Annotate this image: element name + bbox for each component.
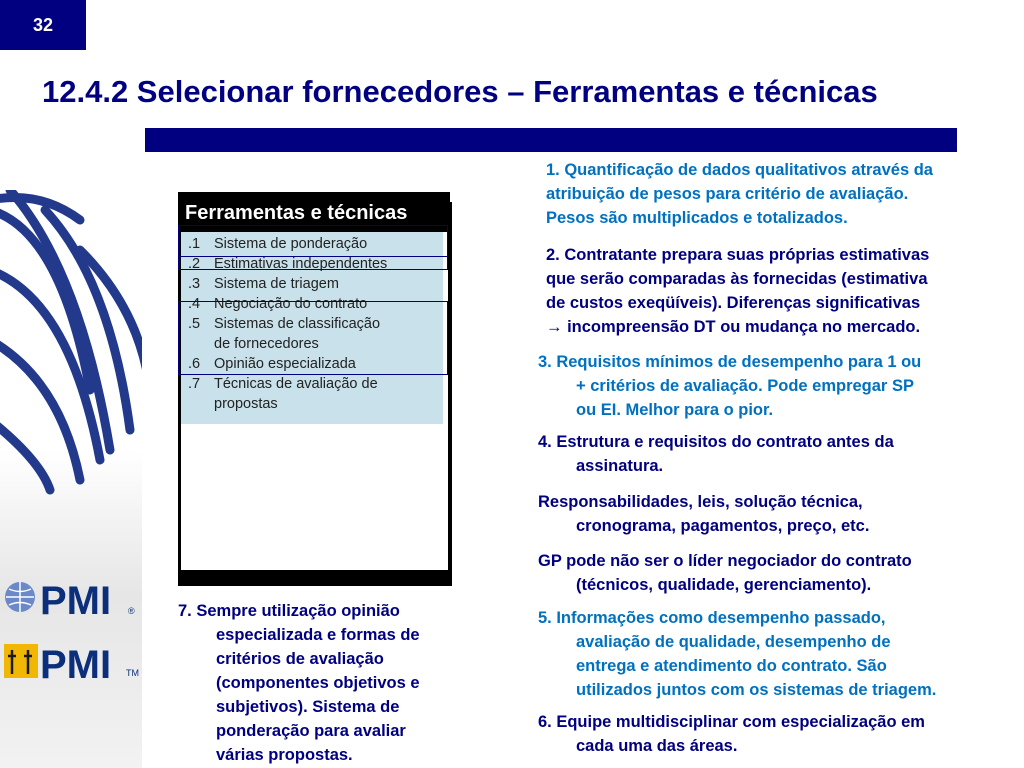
highlight-box (178, 256, 448, 270)
note-4: 4. Estrutura e requisitos do contrato antes da assinatura. (538, 433, 894, 475)
note-3: 3. Requisitos mínimos de desempenho para 1 ou + critérios de avaliação. Pode empregar SP ou EI. Melhor para o pior. (538, 353, 922, 419)
note-6: 6. Equipe multidisciplinar com especialização em cada uma das áreas. (538, 713, 925, 755)
slide-number: 32 (0, 0, 86, 50)
logo-mark: ® (128, 606, 135, 616)
logo-text: PMI (40, 643, 112, 682)
slide-title: 12.4.2 Selecionar fornecedores – Ferramentas e técnicas (42, 74, 878, 109)
title-underline-bar (145, 128, 957, 152)
tools-techniques-panel (178, 192, 452, 586)
note-gp: GP pode não ser o líder negociador do contrato (técnicos, qualidade, gerenciamento). (538, 552, 912, 594)
crosses-logo-icon (4, 644, 38, 678)
note-7: 7. Sempre utilização opinião especializada e formas de critérios de avaliação (componentes objetivos e subjetivos). Sistema de ponderação para avaliar várias propostas. (178, 602, 420, 764)
logo-text: PMI (40, 579, 112, 618)
pmi-logo-tm (2, 640, 140, 682)
note-1: 1. Quantificação de dados qualitativos através da atribuição de pesos para critério de avaliação. Pesos são multiplicados e totalizados. (546, 161, 933, 227)
panel-header: Ferramentas e técnicas (178, 192, 450, 232)
tools-list: .1 Sistema de ponderação .2 Estimativas independentes .3 Sistema de triagem .4 Negociação do contrato .5 Sistemas de classificação de fornecedores .6 Opinião especializada .7 Técnicas de avaliação de propostas (181, 232, 443, 424)
logo-mark: TM (126, 668, 139, 678)
panel-shadow (178, 570, 452, 586)
panel-body (181, 232, 448, 570)
pmi-logo (2, 576, 140, 618)
panel-shadow (448, 202, 452, 586)
highlight-box (178, 301, 448, 375)
highlight-box (178, 225, 448, 257)
note-responsibilities: Responsabilidades, leis, solução técnica, cronograma, pagamentos, preço, etc. (538, 493, 870, 535)
globe-logo-icon (5, 582, 35, 612)
note-5: 5. Informações como desempenho passado, avaliação de qualidade, desempenho de entrega e atendimento do contrato. São utilizados juntos com os sistemas de triagem. (538, 609, 937, 699)
note-2: 2. Contratante prepara suas próprias estimativas que serão comparadas às fornecidas (estimativa de custos exeqüíveis). Diferenças significativas → incompreensão DT ou mudança no mercado. (546, 246, 930, 336)
